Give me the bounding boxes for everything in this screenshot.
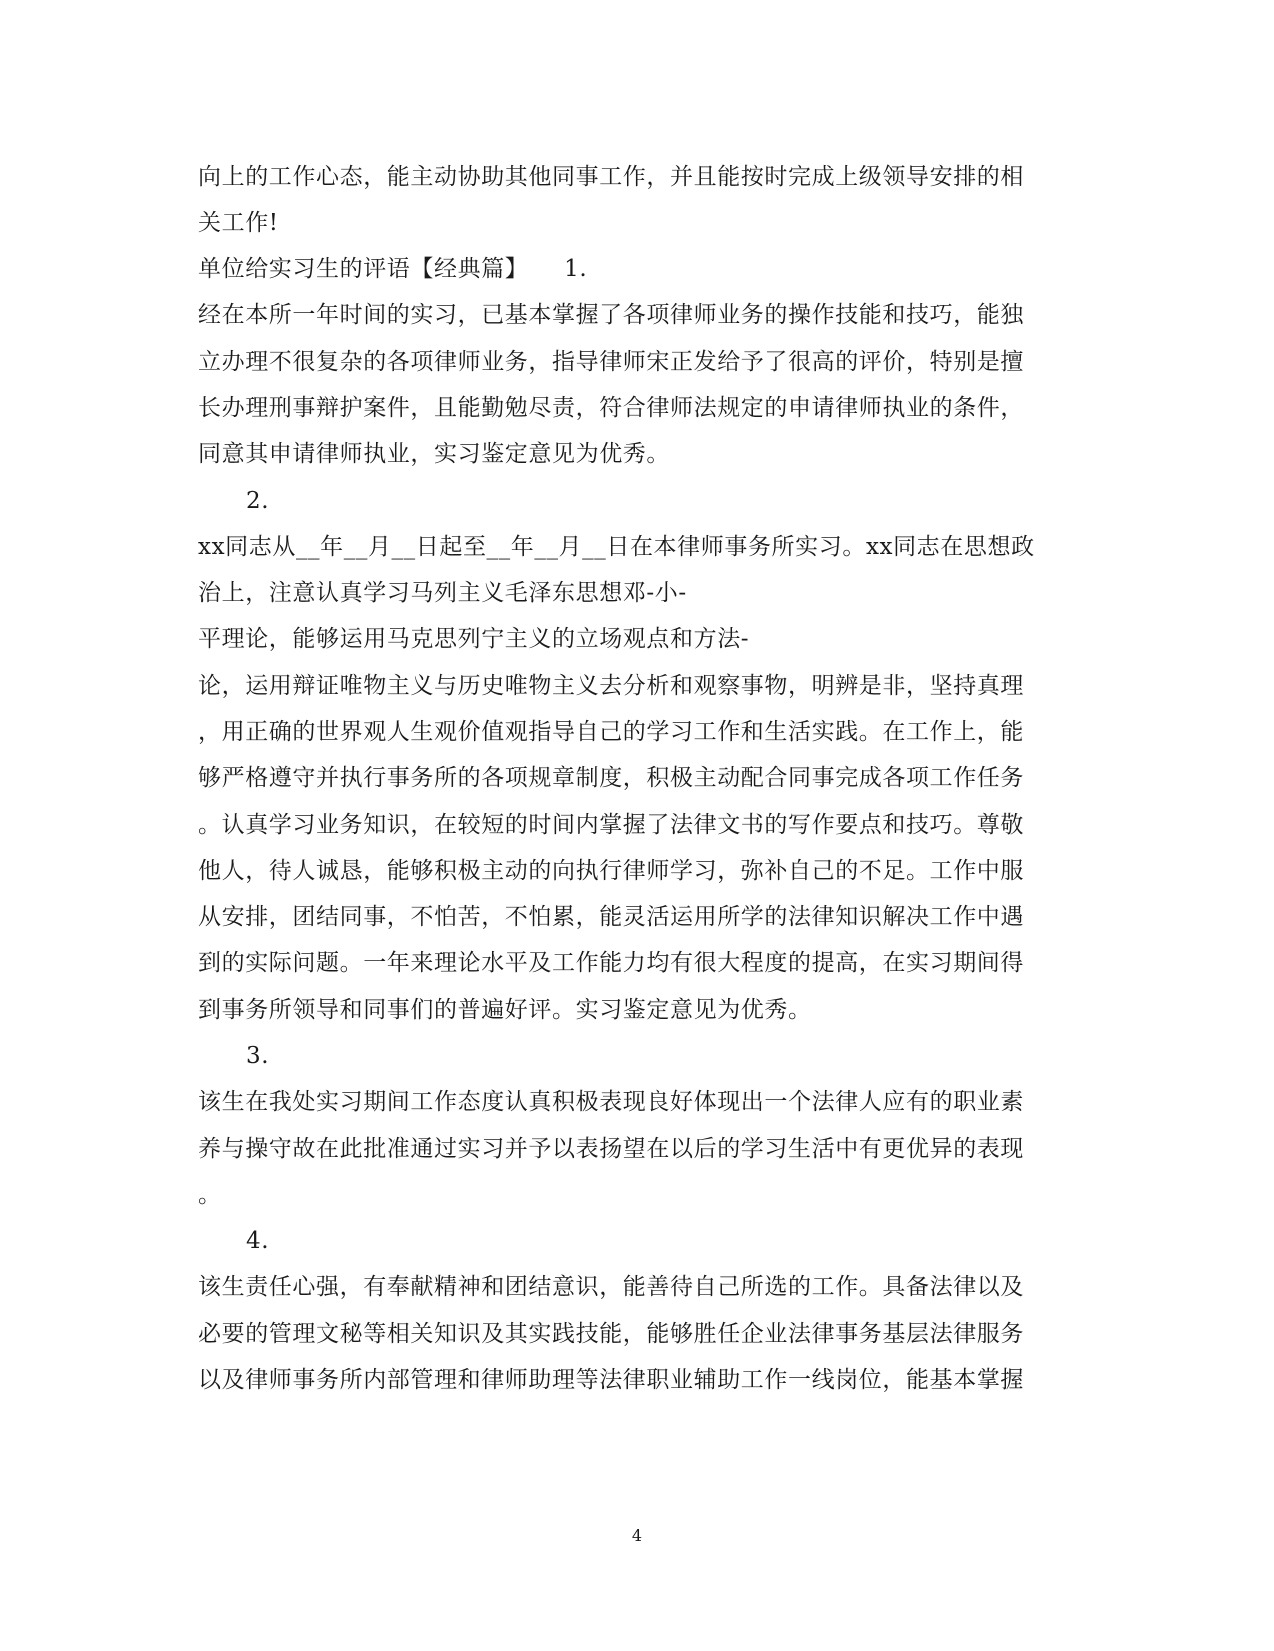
text-line: 同意其申请律师执业，实习鉴定意见为优秀。: [198, 441, 670, 467]
text-line: ，用正确的世界观人生观价值观指导自己的学习工作和生活实践。在工作上，能: [198, 719, 1024, 745]
text-line: 长办理刑事辩护案件，且能勤勉尽责，符合律师法规定的申请律师执业的条件，: [198, 395, 1024, 421]
text-line: 治上，注意认真学习马列主义毛泽东思想邓-小-: [198, 580, 687, 606]
text-line: 该生在我处实习期间工作态度认真积极表现良好体现出一个法律人应有的职业素: [198, 1089, 1024, 1115]
item-number: 4.: [246, 1228, 270, 1254]
text-line: 经在本所一年时间的实习，已基本掌握了各项律师业务的操作技能和技巧，能独: [198, 302, 1024, 328]
text-line: 到事务所领导和同事们的普遍好评。实习鉴定意见为优秀。: [198, 997, 812, 1023]
text-line: 。认真学习业务知识，在较短的时间内掌握了法律文书的写作要点和技巧。尊敬: [198, 812, 1024, 838]
text-line: 向上的工作心态，能主动协助其他同事工作，并且能按时完成上级领导安排的相: [198, 164, 1024, 190]
text-line: 论，运用辩证唯物主义与历史唯物主义去分析和观察事物，明辨是非，坚持真理: [198, 673, 1024, 699]
text-line: xx同志从__年__月__日起至__年__月__日在本律师事务所实习。xx同志在思想政: [198, 534, 1035, 560]
text-line: 以及律师事务所内部管理和律师助理等法律职业辅助工作一线岗位，能基本掌握: [198, 1367, 1024, 1393]
text-line: 关工作!: [198, 210, 279, 236]
text-line: 。: [198, 1182, 222, 1208]
text-line: 到的实际问题。一年来理论水平及工作能力均有很大程度的提高，在实习期间得: [198, 950, 1024, 976]
text-line: 平理论，能够运用马克思列宁主义的立场观点和方法-: [198, 626, 750, 652]
text-line: 他人，待人诚恳，能够积极主动的向执行律师学习，弥补自己的不足。工作中服: [198, 858, 1024, 884]
item-number: 3.: [246, 1043, 270, 1069]
section-heading: 单位给实习生的评语【经典篇】 1.: [198, 256, 588, 282]
text-line: 立办理不很复杂的各项律师业务，指导律师宋正发给予了很高的评价，特别是擅: [198, 349, 1024, 375]
item-number: 2.: [246, 488, 270, 514]
text-line: 必要的管理文秘等相关知识及其实践技能，能够胜任企业法律事务基层法律服务: [198, 1321, 1024, 1347]
text-line: 该生责任心强，有奉献精神和团结意识，能善待自己所选的工作。具备法律以及: [198, 1274, 1024, 1300]
text-line: 养与操守故在此批准通过实习并予以表扬望在以后的学习生活中有更优异的表现: [198, 1136, 1024, 1162]
text-line: 够严格遵守并执行事务所的各项规章制度，积极主动配合同事完成各项工作任务: [198, 765, 1024, 791]
page-number: 4: [631, 1526, 643, 1545]
text-line: 从安排，团结同事，不怕苦，不怕累，能灵活运用所学的法律知识解决工作中遇: [198, 904, 1024, 930]
